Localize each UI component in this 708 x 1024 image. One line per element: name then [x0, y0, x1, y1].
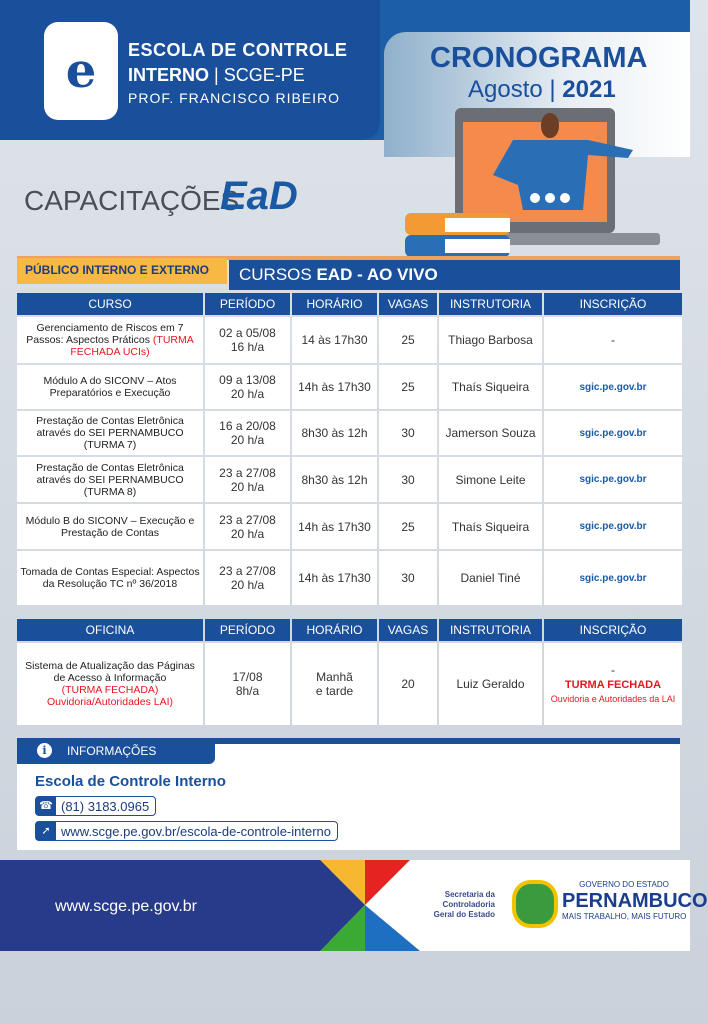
inscricao-dash: - [611, 663, 615, 677]
col-periodo: PERÍODO [205, 293, 290, 315]
phone-number: (81) 3183.0965 [61, 798, 150, 814]
periodo-dates: 17/08 [232, 670, 263, 684]
course-instrutoria: Daniel Tiné [439, 551, 542, 605]
course-vagas: 30 [379, 457, 437, 502]
oficina-audience: Ouvidoria/Autoridades LAI) [46, 696, 174, 708]
info-tab [17, 738, 215, 764]
periodo-hours: 20 h/a [230, 433, 265, 447]
public-label: PÚBLICO INTERNO E EXTERNO [17, 258, 227, 284]
year: 2021 [562, 76, 616, 103]
course-instrutoria: Jamerson Souza [439, 411, 542, 455]
oficina-title: Sistema de Atualização das Páginas de Acesso à Informação [25, 660, 195, 684]
footer [0, 860, 708, 951]
school-name [128, 40, 347, 106]
periodo-hours: 8h/a [235, 684, 260, 698]
periodo-dates: 23 a 27/08 [219, 564, 276, 578]
school-line2a: INTERNO [128, 65, 209, 85]
online-teacher-illustration [405, 108, 665, 258]
course-row [17, 551, 682, 605]
school-line2b: | SCGE-PE [214, 65, 305, 85]
col-horario: HORÁRIO [292, 619, 377, 641]
col-instrutoria: INSTRUTORIA [439, 293, 542, 315]
course-title: Tomada de Contas Especial: Aspectos da Resolução TC nº 36/2018 [20, 566, 200, 590]
course-periodo [205, 551, 290, 605]
course-title: Gerenciamento de Riscos em 7 Passos: Aspectos Práticos [26, 322, 184, 346]
horario-1: Manhã [316, 670, 353, 684]
col-vagas: VAGAS [379, 293, 437, 315]
pernambuco-logo [562, 880, 708, 922]
course-row [17, 457, 682, 502]
school-line1: ESCOLA DE CONTROLE [128, 40, 348, 60]
course-name [17, 457, 203, 502]
periodo-hours: 20 h/a [230, 479, 265, 494]
oficina-horario [292, 643, 377, 725]
ead-logo: EaD [220, 174, 298, 218]
course-inscricao[interactable]: sgic.pe.gov.br [544, 365, 682, 409]
course-title: Prestação de Contas Eletrônica através do SEI PERNAMBUCO (TURMA 7) [36, 415, 184, 451]
periodo-dates: 02 a 05/08 [219, 326, 276, 340]
info-school-name: Escola de Controle Interno [35, 773, 226, 790]
oficina-name [17, 643, 203, 725]
course-instrutoria: Thiago Barbosa [439, 317, 542, 363]
course-row [17, 365, 682, 409]
phone-pill[interactable] [35, 796, 156, 816]
periodo-dates: 09 a 13/08 [219, 373, 276, 387]
oficina-header-row [17, 619, 682, 641]
course-title: Módulo A do SICONV – Atos Preparatórios e Execução [43, 375, 177, 399]
periodo-hours: 20 h/a [230, 578, 265, 592]
courses-header-row [17, 293, 682, 315]
sec-line2: Controladoria [442, 900, 495, 909]
course-inscricao[interactable]: sgic.pe.gov.br [544, 504, 682, 549]
course-horario: 14h às 17h30 [292, 504, 377, 549]
col-inscricao: INSCRIÇÃO [544, 293, 682, 315]
course-inscricao[interactable]: sgic.pe.gov.br [544, 411, 682, 455]
courses-label [229, 260, 680, 290]
footer-url[interactable]: www.scge.pe.gov.br [55, 898, 197, 915]
sec-line1: Secretaria da [444, 890, 495, 899]
eci-logo: e [44, 22, 118, 120]
periodo-hours: 20 h/a [230, 387, 265, 401]
course-horario: 14 às 17h30 [292, 317, 377, 363]
courses-label-b: EAD - AO VIVO [316, 265, 438, 284]
course-row [17, 411, 682, 455]
periodo-dates: 16 a 20/08 [219, 419, 276, 433]
gov-label: GOVERNO DO ESTADO [579, 880, 669, 889]
inscricao-note: Ouvidoria e Autoridades da LAI [550, 694, 676, 704]
course-horario: 8h30 às 12h [292, 457, 377, 502]
oficina-vagas: 20 [379, 643, 437, 725]
footer-color-triangles [320, 860, 425, 951]
section-band [17, 256, 680, 290]
course-instrutoria: Thaís Siqueira [439, 504, 542, 549]
course-inscricao[interactable]: sgic.pe.gov.br [544, 551, 682, 605]
course-name [17, 411, 203, 455]
course-title: Módulo B do SICONV – Execução e Prestação de Contas [25, 514, 195, 539]
pernambuco-coat-of-arms [512, 880, 558, 928]
course-periodo [205, 411, 290, 455]
info-box [17, 738, 680, 850]
info-title: INFORMAÇÕES [67, 744, 157, 758]
oficina-inscricao [544, 643, 682, 725]
course-row [17, 504, 682, 549]
course-instrutoria: Thaís Siqueira [439, 365, 542, 409]
periodo-hours: 16 h/a [230, 340, 265, 354]
slogan: MAIS TRABALHO, MAIS FUTURO [562, 912, 687, 921]
course-periodo [205, 365, 290, 409]
info-icon: i [37, 743, 52, 758]
capacitacoes-label: CAPACITAÇÕES [24, 185, 240, 216]
course-periodo [205, 504, 290, 549]
periodo-hours: 20 h/a [230, 526, 265, 541]
oficina-row [17, 643, 682, 725]
sec-line3: Geral do Estado [433, 910, 495, 919]
col-periodo: PERÍODO [205, 619, 290, 641]
oficina-periodo [205, 643, 290, 725]
state-name: PERNAMBUCO [562, 890, 708, 912]
oficina-closed: (TURMA FECHADA) [61, 684, 159, 696]
horario-2: e tarde [315, 684, 354, 698]
oficina-table [15, 617, 684, 727]
course-inscricao: - [544, 317, 682, 363]
inscricao-status: TURMA FECHADA [564, 679, 662, 691]
cronograma-title: CRONOGRAMA [430, 42, 648, 74]
col-horario: HORÁRIO [292, 293, 377, 315]
course-name [17, 365, 203, 409]
course-instrutoria: Simone Leite [439, 457, 542, 502]
course-vagas: 30 [379, 551, 437, 605]
school-line3: PROF. FRANCISCO RIBEIRO [128, 90, 341, 106]
cronograma-date [468, 76, 616, 104]
course-vagas: 25 [379, 504, 437, 549]
cursor-click-icon: ➚ [36, 822, 56, 840]
website-url: www.scge.pe.gov.br/escola-de-controle-interno [61, 823, 332, 839]
course-name [17, 551, 203, 605]
course-horario: 14h às 17h30 [292, 365, 377, 409]
course-inscricao[interactable]: sgic.pe.gov.br [544, 457, 682, 502]
phone-icon: ☎ [36, 797, 56, 815]
col-vagas: VAGAS [379, 619, 437, 641]
course-periodo [205, 317, 290, 363]
course-row [17, 317, 682, 363]
course-vagas: 30 [379, 411, 437, 455]
col-inscricao: INSCRIÇÃO [544, 619, 682, 641]
course-title: Prestação de Contas Eletrônica através do SEI PERNAMBUCO (TURMA 8) [36, 461, 184, 498]
course-horario: 14h às 17h30 [292, 551, 377, 605]
col-oficina: OFICINA [17, 619, 203, 641]
website-link[interactable] [35, 821, 338, 841]
course-name [17, 317, 203, 363]
col-instrutoria: INSTRUTORIA [439, 619, 542, 641]
oficina-instrutoria: Luiz Geraldo [439, 643, 542, 725]
courses-label-a: CURSOS [239, 265, 317, 284]
course-vagas: 25 [379, 317, 437, 363]
course-vagas: 25 [379, 365, 437, 409]
course-horario: 8h30 às 12h [292, 411, 377, 455]
course-periodo [205, 457, 290, 502]
periodo-dates: 23 a 27/08 [219, 512, 276, 527]
month: Agosto | [468, 76, 556, 103]
col-curso: CURSO [17, 293, 203, 315]
school-line2 [128, 65, 347, 86]
secretaria-label [430, 890, 495, 920]
courses-table [15, 291, 684, 607]
course-name [17, 504, 203, 549]
course-closed: (TURMA FECHADA UCIs) [70, 334, 194, 358]
periodo-dates: 23 a 27/08 [219, 465, 276, 480]
